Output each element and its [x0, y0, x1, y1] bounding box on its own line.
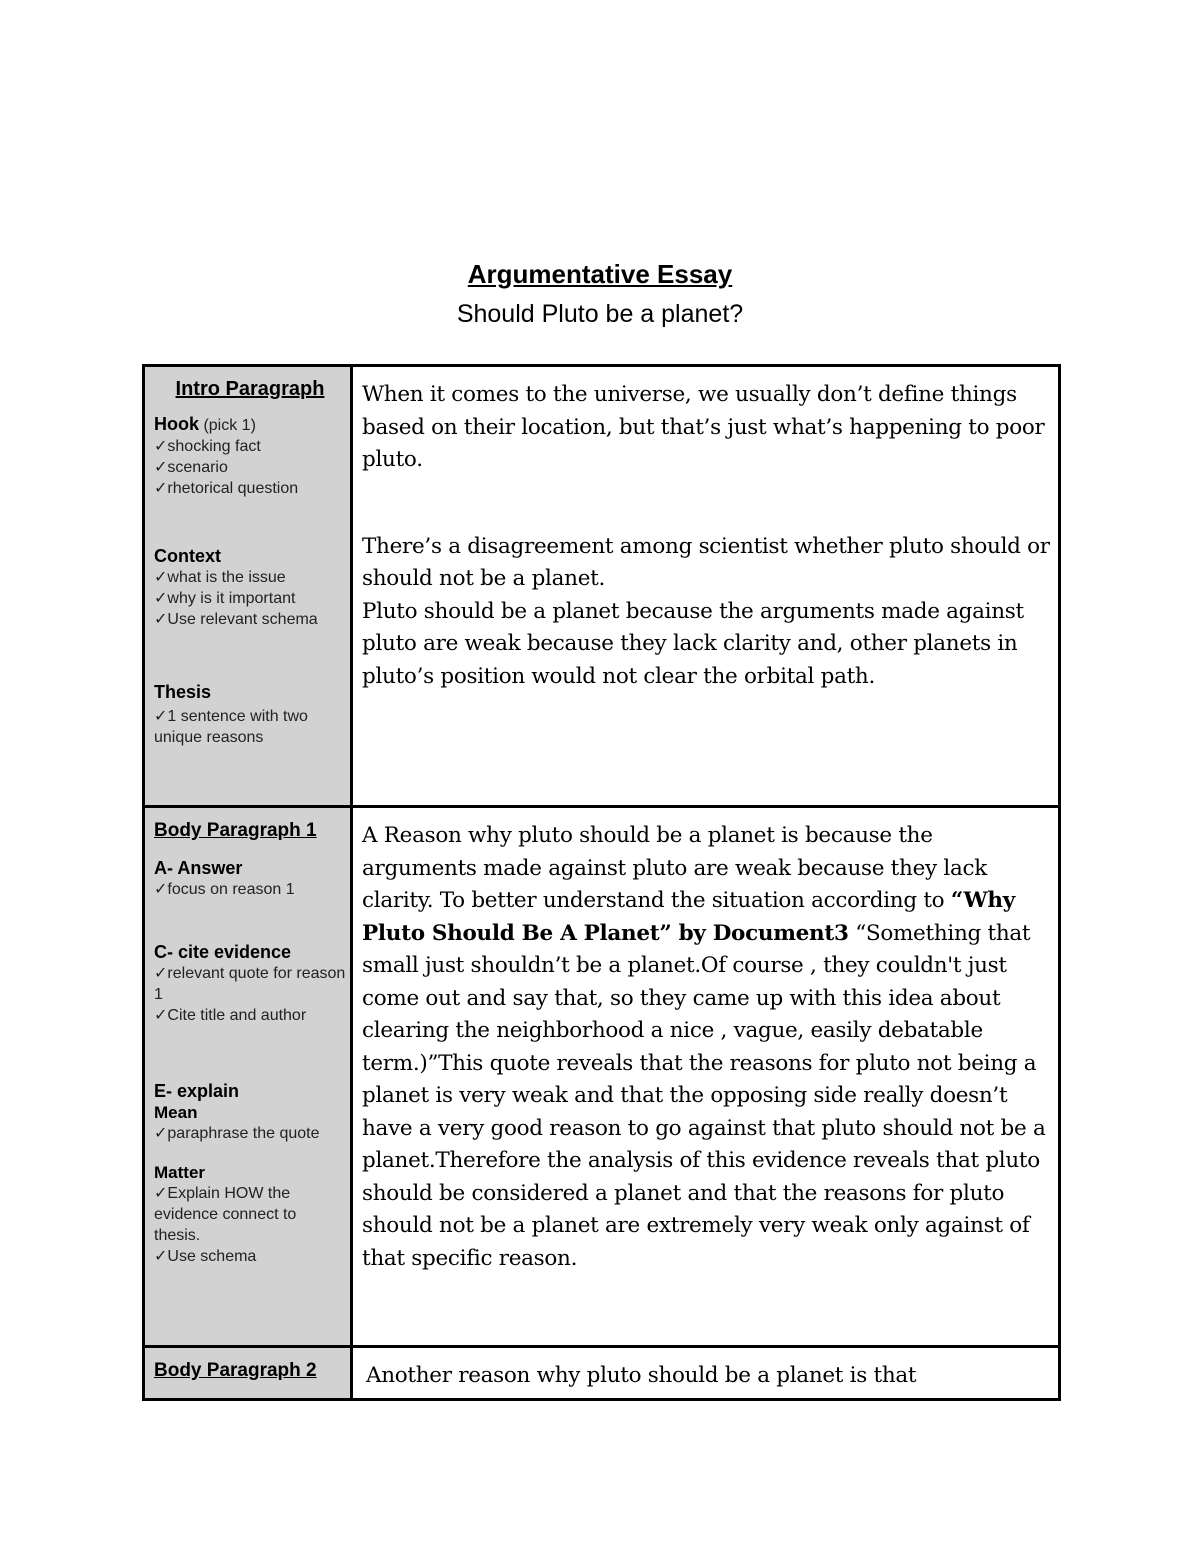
cite-item: ✓relevant quote for reason 1 — [154, 965, 346, 1003]
hook-item: ✓shocking fact — [154, 438, 261, 455]
matter-label: Matter — [154, 1163, 206, 1182]
thesis-item: ✓1 sentence with two unique reasons — [154, 708, 308, 746]
body1-text-quote-analysis: “Something that small just shouldn’t be a planet.Of course , they couldn't just come out and say that, so they came up with this idea about clearing the neighborhood a nice , vague, easily debatable term.)”This quote reveals that the reasons for pluto not being a planet is very weak and that the opposing side really doesn’t have a very good reason to go against that pluto should not be a planet.Therefore the analysis of this evidence reveals that pluto should be considered a planet and that the reasons for pluto should not be a planet are extremely very weak only against of that specific reason. — [362, 920, 1046, 1271]
intro-essay — [362, 379, 1052, 693]
intro-paragraph-context: There’s a disagreement among scientist whether pluto should or should not be a planet. — [362, 533, 1050, 591]
cite-label: C- cite evidence — [154, 942, 292, 962]
column-divider — [350, 367, 353, 1398]
body1-source-citation: “Why Pluto Should Be A Planet” by Document3 — [362, 888, 1015, 946]
body2-heading: Body Paragraph 2 — [154, 1360, 317, 1381]
body1-guide — [154, 820, 346, 1267]
matter-item: ✓Explain HOW the evidence connect to thesis. — [154, 1185, 297, 1244]
context-item: ✓Use relevant schema — [154, 611, 318, 628]
context-item: ✓what is the issue — [154, 569, 286, 586]
mean-label: Mean — [154, 1103, 198, 1122]
row-divider-2 — [145, 1345, 1058, 1348]
hook-note: (pick 1) — [203, 417, 256, 434]
matter-item: ✓Use schema — [154, 1248, 257, 1265]
cite-item: ✓Cite title and author — [154, 1007, 307, 1024]
intro-paragraph-thesis: Pluto should be a planet because the arguments made against pluto are weak because they lack clarity and, other planets in pluto’s position would not clear the orbital path. — [362, 598, 1024, 689]
intro-heading: Intro Paragraph — [175, 378, 325, 400]
essay-organizer-table — [142, 364, 1061, 1401]
hook-label: Hook — [154, 414, 199, 434]
context-label: Context — [154, 546, 221, 566]
body1-heading: Body Paragraph 1 — [154, 820, 317, 841]
page-subtitle: Should Pluto be a planet? — [456, 300, 744, 328]
hook-item: ✓rhetorical question — [154, 480, 299, 497]
body1-text-intro: A Reason why pluto should be a planet is because the arguments made against pluto are weak because they lack clarity. To better understand the situation according to — [362, 823, 987, 913]
body1-essay — [362, 820, 1052, 1275]
answer-item: ✓focus on reason 1 — [154, 881, 295, 898]
body2-essay — [366, 1360, 1056, 1393]
page-title: Argumentative Essay — [467, 259, 733, 289]
explain-label: E- explain — [154, 1081, 240, 1101]
mean-item: ✓paraphrase the quote — [154, 1125, 320, 1142]
row-divider-1 — [145, 805, 1058, 808]
body2-guide — [154, 1360, 346, 1381]
intro-paragraph-hook: When it comes to the universe, we usually don’t define things based on their location, but that’s just what’s happening to poor pluto. — [362, 382, 1045, 472]
context-item: ✓why is it important — [154, 590, 296, 607]
hook-item: ✓scenario — [154, 459, 228, 476]
body2-text-start: Another reason why pluto should be a planet is that — [366, 1363, 917, 1388]
thesis-label: Thesis — [154, 682, 212, 702]
answer-label: A- Answer — [154, 858, 243, 878]
intro-guide — [154, 379, 346, 748]
